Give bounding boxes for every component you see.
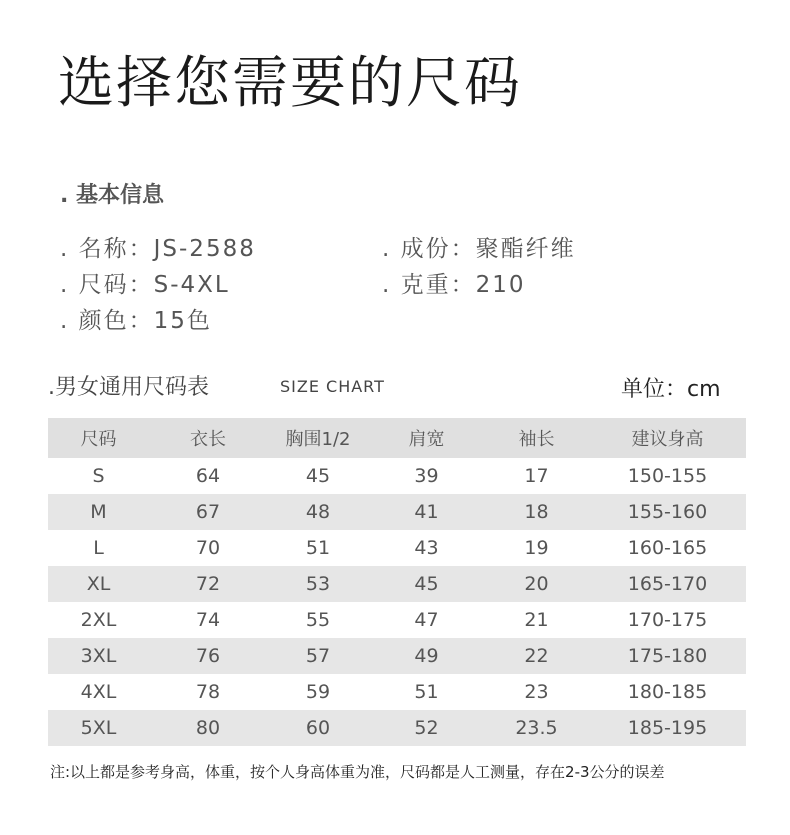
cell-size: 3XL: [80, 645, 117, 667]
cell-shoulder: 52: [414, 717, 439, 739]
cell-chest: 51: [305, 537, 331, 559]
table-row: [48, 530, 746, 566]
header-shoulder: 肩宽: [408, 429, 445, 450]
cell-shoulder: 51: [414, 681, 439, 703]
cell-sleeve: 20: [524, 573, 549, 595]
cell-size: 2XL: [80, 609, 117, 631]
cell-sleeve: 17: [524, 465, 549, 487]
cell-length: 80: [195, 717, 221, 739]
cell-shoulder: 39: [414, 465, 439, 487]
cell-chest: 55: [305, 609, 331, 631]
cell-length: 78: [195, 681, 221, 703]
cell-length: 67: [195, 501, 221, 523]
cell-height: 155-160: [627, 501, 708, 523]
cell-height: 175-180: [627, 645, 708, 667]
page-title: 选择您需要的尺码: [58, 51, 522, 116]
cell-sleeve: 22: [524, 645, 549, 667]
cell-height: 165-170: [627, 573, 708, 595]
cell-shoulder: 49: [414, 645, 439, 667]
cell-size: XL: [86, 573, 111, 595]
size-table: [48, 418, 746, 746]
cell-sleeve: 21: [524, 609, 549, 631]
cell-size: L: [93, 537, 104, 559]
table-row: [48, 494, 746, 530]
cell-sleeve: 18: [524, 501, 549, 523]
measurement-note: 注:以上都是参考身高，体重，按个人身高体重为准，尺码都是人工测量，存在2-3公分的误差: [50, 763, 665, 781]
info-color: . 颜色：15色: [60, 308, 212, 334]
header-size: 尺码: [80, 429, 117, 450]
cell-size: 5XL: [80, 717, 117, 739]
table-row: [48, 710, 746, 746]
basic-info-heading: . 基本信息: [60, 183, 165, 208]
cell-length: 72: [195, 573, 221, 595]
cell-shoulder: 45: [414, 573, 439, 595]
info-weight: . 克重：210: [382, 272, 526, 298]
cell-height: 160-165: [627, 537, 708, 559]
cell-sleeve: 23.5: [515, 717, 558, 739]
header-height: 建议身高: [631, 429, 704, 450]
cell-length: 70: [195, 537, 221, 559]
cell-length: 74: [195, 609, 221, 631]
cell-shoulder: 41: [414, 501, 439, 523]
cell-chest: 57: [305, 645, 331, 667]
cell-size: M: [90, 501, 107, 523]
cell-size: S: [92, 465, 105, 487]
cell-sleeve: 19: [524, 537, 549, 559]
table-row: [48, 638, 746, 674]
cell-height: 180-185: [627, 681, 708, 703]
table-header-row: [48, 418, 746, 458]
size-chart-heading: .男女通用尺码表: [48, 375, 209, 400]
cell-chest: 60: [305, 717, 331, 739]
table-row: [48, 602, 746, 638]
cell-chest: 53: [305, 573, 331, 595]
info-material: . 成份：聚酯纤维: [382, 236, 576, 262]
cell-size: 4XL: [80, 681, 117, 703]
cell-length: 76: [195, 645, 221, 667]
cell-chest: 59: [305, 681, 331, 703]
cell-height: 170-175: [627, 609, 708, 631]
info-name: . 名称：JS-2588: [60, 236, 256, 262]
header-sleeve: 袖长: [518, 429, 555, 450]
cell-chest: 48: [305, 501, 331, 523]
table-row: [48, 458, 746, 494]
header-chest: 胸围1/2: [285, 429, 351, 450]
cell-height: 150-155: [627, 465, 708, 487]
info-size: . 尺码：S-4XL: [60, 272, 230, 298]
header-length: 衣长: [190, 429, 226, 450]
unit-label: 单位：cm: [621, 377, 721, 402]
cell-sleeve: 23: [524, 681, 549, 703]
cell-shoulder: 47: [414, 609, 439, 631]
cell-length: 64: [195, 465, 221, 487]
cell-shoulder: 43: [414, 537, 439, 559]
cell-height: 185-195: [627, 717, 708, 739]
table-row: [48, 566, 746, 602]
size-chart-subtitle: SIZE CHART: [280, 377, 385, 396]
table-row: [48, 674, 746, 710]
cell-chest: 45: [305, 465, 331, 487]
